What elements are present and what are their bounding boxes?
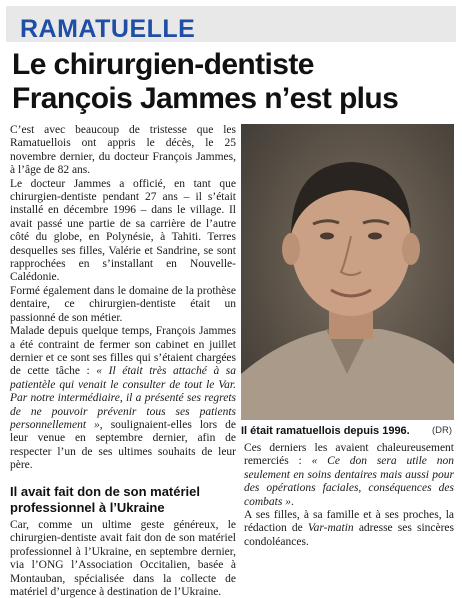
body-text: . [290,495,294,508]
headline-line-2: François Jammes n’est plus [12,82,399,115]
article-headline [12,48,452,116]
quote-text: « Ce don sera utile non seulement en soins dentaires mais aussi pour des opérations faciales, conséquences des combats » [244,455,454,508]
body-paragraph: Formé également dans le domaine de la prothèse dentaire, ce chirurgien-dentiste était un passionné de son métier. [10,284,236,324]
body-paragraph [244,442,454,509]
caption-text: Il était ramatuellois depuis 1996. [241,425,410,437]
body-text: Malade depuis quelque temps, François Jammes a été contraint de fermer son cabinet en juillet dernier et ce sont ses filles qui s’étaient chargées de cette tâche : [10,325,236,378]
portrait-illustration [241,124,454,420]
article-body-column-left-bottom [10,519,236,598]
photo-caption [241,424,454,438]
headline-line-1: Le chirurgien-dentiste [12,48,314,81]
portrait-photo [241,124,454,420]
article-body-column-left [10,124,236,473]
body-paragraph: Car, comme un ultime geste généreux, le chirurgien-dentiste avait fait don de son matériel professionnel à l’Ukraine, en septembre dernier, via l’ONG l’Association Occitalien, basée à Montauban, spécialisée dans la collecte de matériel d’urgence à destination de l’Ukraine. [10,519,236,598]
article-subhead: Il avait fait don de son matériel professionnel à l’Ukraine [10,484,200,515]
body-text: , soulignaient-elles lors de leur venue en septembre dernier, afin de respecter l’un de ses ultimes souhaits de leur père. [10,418,236,472]
body-text: Ces derniers les avaient chaleureusement remerciés : [244,442,454,468]
photo-credit: (DR) [431,425,452,436]
section-label: RAMATUELLE [20,15,196,43]
publication-name: Var-matin [307,522,354,535]
body-paragraph: Le docteur Jammes a officié, en tant que chirurgien-dentiste pendant 27 ans – il s’était installé en décembre 1996 – dans le village. Il avait passé une partie de sa carrière de l’autre côté du globe, en Polynésie, à Tahiti. Terres desquelles ses filles, Valérie et Sandrine, se sont rapprochées en s’installant en Nouvelle-Calédonie. [10,177,236,284]
section-header-bar [6,6,456,42]
body-text: adresse ses sincères condoléances. [244,522,455,548]
body-paragraph: C’est avec beaucoup de tristesse que les Ramatuellois ont appris le décès, le 25 novembre dernier, du docteur François Jammes, à l’âge de 82 ans. [10,124,236,177]
quote-text: « Il était très attaché à sa patientèle qui venait le consulter de tout le Var. Par notre intermédiaire, il a présenté ses regrets de ne pouvoir prévenir tous ses patients personnellement » [10,365,236,431]
body-paragraph [10,325,236,472]
article-body-column-right [244,442,454,549]
body-paragraph [244,509,454,549]
body-text: A ses filles, à sa famille et à ses proches, la rédaction de [244,509,454,535]
